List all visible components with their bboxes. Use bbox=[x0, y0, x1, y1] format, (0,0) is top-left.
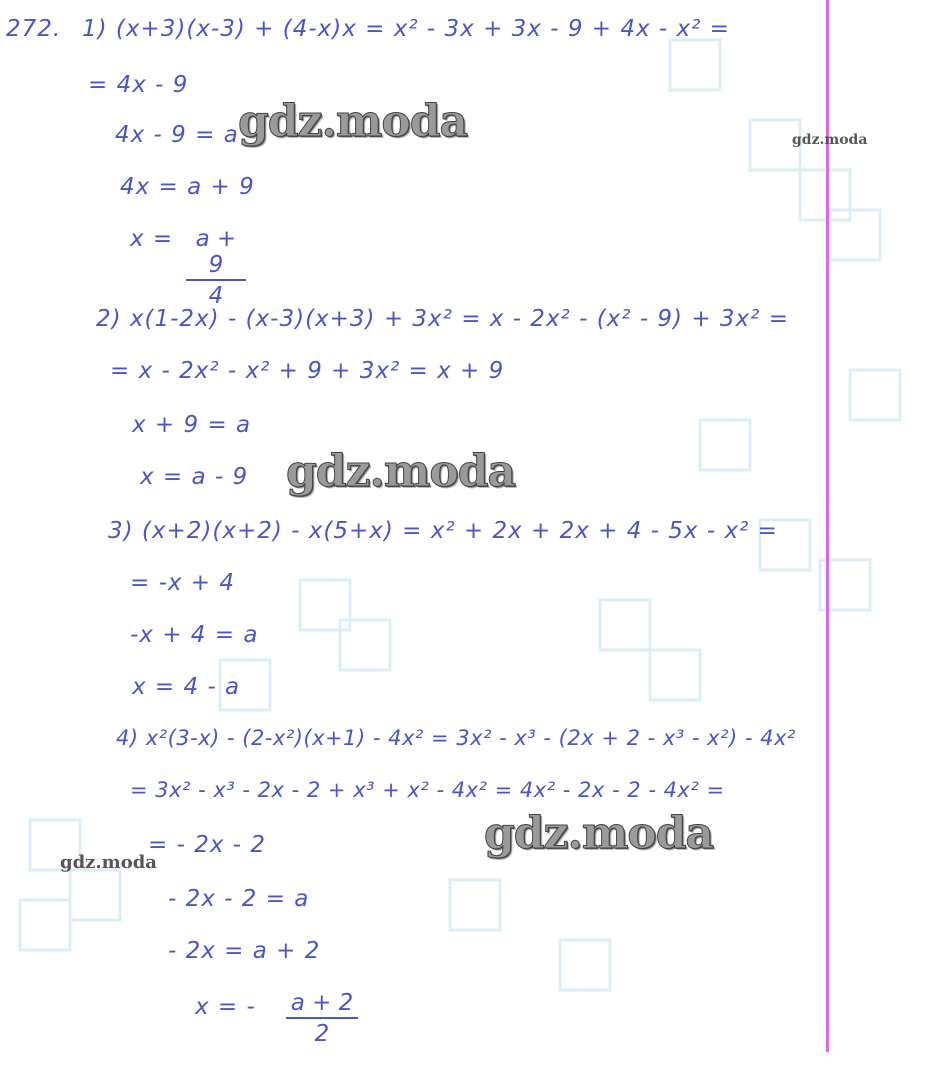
watermark-small-right: gdz.moda bbox=[792, 132, 868, 148]
part4-line1: 4) x²(3-x) - (2-x²)(x+1) - 4x² = 3x² - x³ - (2x + 2 - x³ - x²) - 4x² bbox=[116, 726, 796, 750]
part4-fraction-denominator: 2 bbox=[314, 1021, 330, 1047]
part2-line1: 2) x(1-2x) - (x-3)(x+3) + 3x² = x - 2x² - (x² - 9) + 3x² = bbox=[96, 306, 789, 332]
part1-line4: 4x = a + 9 bbox=[120, 174, 255, 200]
part4-line4: - 2x - 2 = a bbox=[168, 886, 310, 912]
watermark-top: gdz.moda bbox=[238, 96, 468, 147]
part2-line3: x + 9 = a bbox=[132, 412, 252, 438]
part4-line5: - 2x = a + 2 bbox=[168, 938, 321, 964]
part1-line3: 4x - 9 = a bbox=[115, 122, 239, 148]
part2-line2: = x - 2x² - x² + 9 + 3x² = x + 9 bbox=[110, 358, 505, 384]
part4-line2: = 3x² - x³ - 2x - 2 + x³ + x² - 4x² = 4x² - 2x - 2 - 4x² = bbox=[130, 778, 725, 802]
margin-line bbox=[826, 0, 829, 1052]
part4-line6-lhs: x = - bbox=[195, 994, 256, 1020]
part1-line5-lhs: x = bbox=[130, 226, 174, 252]
part1-line1: 1) (x+3)(x-3) + (4-x)x = x² - 3x + 3x - 9 + 4x - x² = bbox=[82, 16, 730, 42]
part3-line3: -x + 4 = a bbox=[130, 622, 259, 648]
part4-line3: = - 2x - 2 bbox=[148, 832, 266, 858]
part1-fraction-bar bbox=[186, 279, 246, 281]
part3-line2: = -x + 4 bbox=[130, 570, 236, 596]
part4-fraction-bar bbox=[286, 1017, 358, 1019]
part1-fraction bbox=[186, 226, 246, 309]
problem-number: 272. bbox=[6, 16, 62, 42]
part2-line4: x = a - 9 bbox=[140, 464, 249, 490]
part1-fraction-numerator: a + 9 bbox=[195, 226, 237, 278]
part4-fraction-numerator: a + 2 bbox=[290, 990, 354, 1016]
part3-line1: 3) (x+2)(x+2) - x(5+x) = x² + 2x + 2x + 4 - 5x - x² = bbox=[108, 518, 778, 544]
part3-line4: x = 4 - a bbox=[132, 674, 241, 700]
watermark-bottom: gdz.moda bbox=[484, 808, 714, 859]
part1-line2: = 4x - 9 bbox=[88, 72, 189, 98]
part1-fraction-denominator: 4 bbox=[208, 283, 224, 309]
watermark-small-left: gdz.moda bbox=[60, 852, 157, 873]
watermark-middle: gdz.moda bbox=[286, 446, 516, 497]
part4-fraction bbox=[286, 990, 358, 1047]
